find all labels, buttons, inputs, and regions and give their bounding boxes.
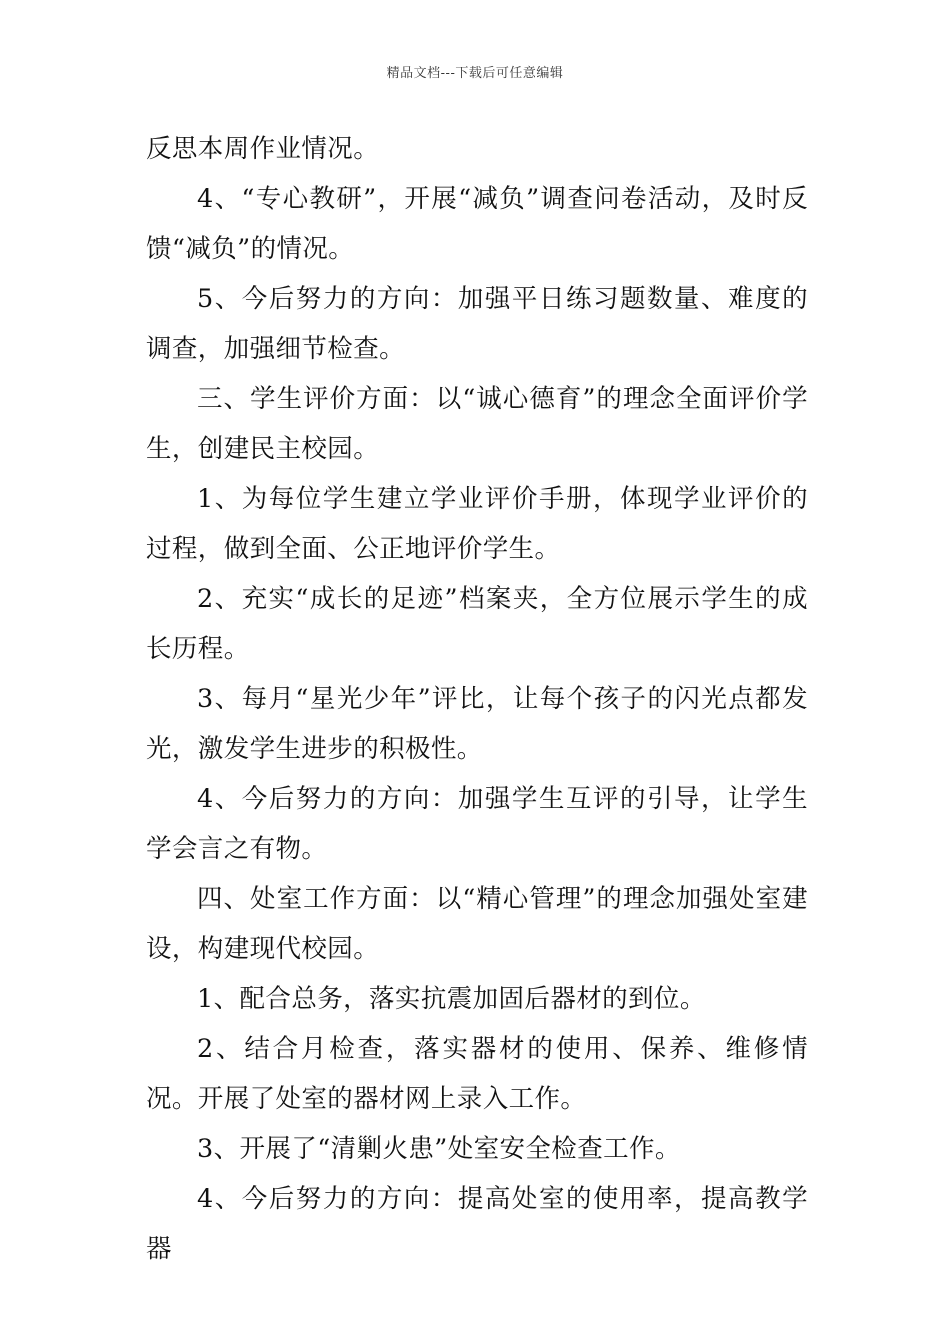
paragraph-item: 4、今后努力的方向：加强学生互评的引导，让学生学会言之有物。 [146, 784, 808, 864]
paragraph-item: 5、今后努力的方向：加强平日练习题数量、难度的调查，加强细节检查。 [146, 284, 808, 364]
paragraph-item: 1、为每位学生建立学业评价手册，体现学业评价的过程，做到全面、公正地评价学生。 [146, 484, 808, 564]
paragraph-item: 4、今后努力的方向：提高处室的使用率，提高教学器 [146, 1184, 808, 1264]
paragraph-item: 2、结合月检查，落实器材的使用、保养、维修情况。开展了处室的器材网上录入工作。 [146, 1034, 808, 1114]
paragraph-item: 2、充实“成长的足迹”档案夹，全方位展示学生的成长历程。 [146, 584, 808, 664]
section-heading-paragraph: 四、处室工作方面：以“精心管理”的理念加强处室建设，构建现代校园。 [146, 884, 808, 964]
document-body [146, 124, 808, 1274]
page-header: 精品文档---下载后可任意编辑 [386, 66, 564, 81]
paragraph-item: 1、配合总务，落实抗震加固后器材的到位。 [197, 984, 706, 1014]
paragraph-item: 3、每月“星光少年”评比，让每个孩子的闪光点都发光，激发学生进步的积极性。 [146, 684, 808, 764]
paragraph-item: 4、“专心教研”，开展“减负”调查问卷活动，及时反馈“减负”的情况。 [146, 184, 808, 264]
paragraph-continuation: 反思本周作业情况。 [146, 134, 380, 164]
paragraph-item: 3、开展了“清剿火患”处室安全检查工作。 [197, 1134, 681, 1164]
section-heading-paragraph: 三、学生评价方面：以“诚心德育”的理念全面评价学生，创建民主校园。 [146, 384, 808, 464]
